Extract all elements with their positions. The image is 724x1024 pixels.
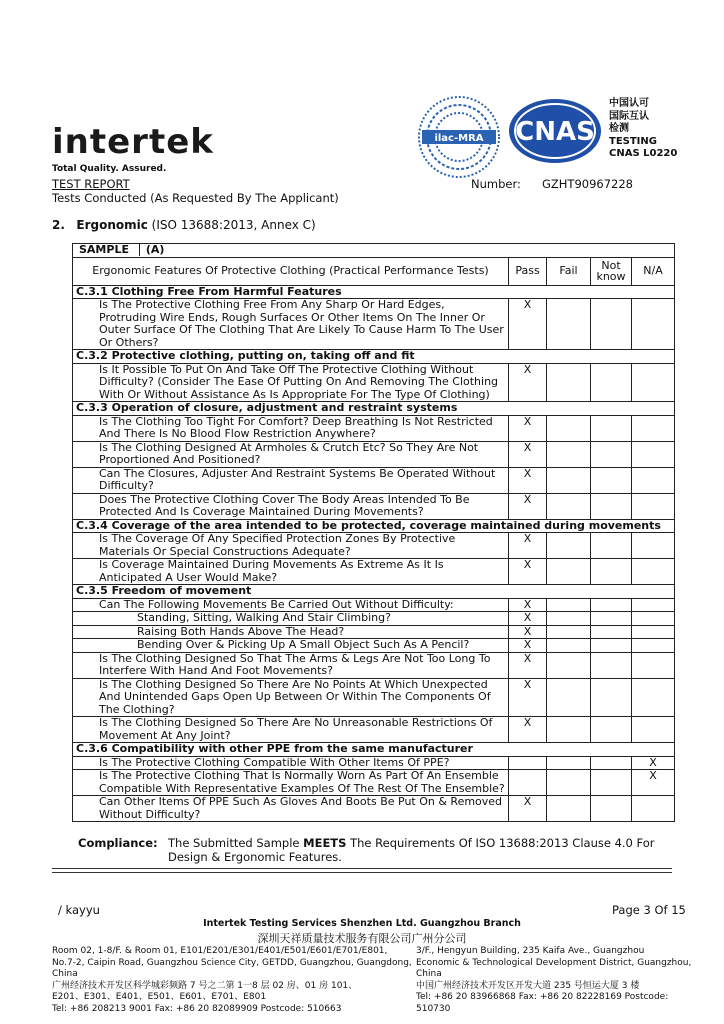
fail-cell (547, 625, 591, 639)
fail-cell (547, 756, 591, 770)
not-know-cell (591, 533, 632, 559)
pass-cell: X (509, 612, 547, 626)
tagline: Total Quality. Assured. (52, 164, 167, 174)
cnas-accreditation-text (609, 98, 677, 161)
table-row (73, 756, 675, 770)
na-cell (632, 415, 675, 441)
question-text: Is The Clothing Designed At Armholes & Crutch Etc? So They Are Not Proportioned And Positioned? (73, 441, 509, 467)
table-row (73, 612, 675, 626)
question-text: Is Coverage Maintained During Movements As Extreme As It Is Anticipated A User Would Make? (73, 559, 509, 585)
address-line: Economic & Technological Development District, Guangzhou, (416, 957, 692, 968)
table-header-row (73, 257, 675, 285)
cnas-mark: CNAS (515, 117, 595, 147)
section-heading: C.3.5 Freedom of movement (73, 585, 675, 599)
col-pass: Pass (509, 257, 547, 285)
intertek-logo: intertek (52, 122, 214, 162)
address-line: 3/F., Hengyun Building, 235 Kaifa Ave., Guangzhou (416, 946, 645, 956)
na-cell (632, 441, 675, 467)
address-line: Room 02, 1-8/F. & Room 01, E101/E201/E301/E401/E501/E601/E701/E801, (52, 946, 388, 956)
compliance-post: The Requirements Of ISO 13688:2013 Clause 4.0 For Design & Ergonomic Features. (168, 836, 655, 864)
section-heading: C.3.2 Protective clothing, putting on, taking off and fit (73, 350, 675, 364)
ilac-mra-logo (416, 94, 502, 180)
ergonomic-table (72, 243, 675, 822)
compliance-label: Compliance: (78, 836, 158, 850)
question-text: Is It Possible To Put On And Take Off The Protective Clothing Without Difficulty? (Consider The Ease Of Putting On And Removing The Clothing With Or Without Assistance As Is Appropriate For The Type Of Clothing) (73, 363, 509, 402)
question-text: Standing, Sitting, Walking And Stair Climbing? (73, 612, 509, 626)
question-text: Is The Clothing Designed So There Are No Unreasonable Restrictions Of Movement At Any Joint? (73, 717, 509, 743)
not-know-cell (591, 441, 632, 467)
not-know-cell (591, 493, 632, 519)
fail-cell (547, 598, 591, 612)
not-know-cell (591, 652, 632, 678)
question-text: Is The Protective Clothing Free From Any Sharp Or Hard Edges, Protruding Wire Ends, Rough Surfaces Or Other Items On The Inner Or Outer Surface Of The Clothing That Are Likely To Cause Harm To The User Or Others? (73, 299, 509, 350)
na-cell (632, 363, 675, 402)
table-row (73, 559, 675, 585)
na-cell (632, 717, 675, 743)
table-row (73, 415, 675, 441)
not-know-cell (591, 415, 632, 441)
address-line: 中国广州经济技术开发区开发大道 235 号恒运大厦 3 楼 (416, 980, 640, 991)
pass-cell: X (509, 415, 547, 441)
table-row (73, 467, 675, 493)
not-know-cell (591, 625, 632, 639)
pass-cell: X (509, 363, 547, 402)
not-know-cell (591, 363, 632, 402)
na-cell (632, 796, 675, 822)
table-row (73, 770, 675, 796)
col-feature: Ergonomic Features Of Protective Clothing (Practical Performance Tests) (73, 257, 509, 285)
compliance-text (168, 837, 678, 864)
cnas-logo (505, 96, 605, 166)
sample-value: (A) (139, 243, 165, 256)
col-fail: Fail (547, 257, 591, 285)
table-row (73, 441, 675, 467)
question-text: Does The Protective Clothing Cover The Body Areas Intended To Be Protected And Is Coverage Maintained During Movements? (73, 493, 509, 519)
address-line: 广州经济技术开发区科学城彩频路 7 号之二第 1一8 层 02 房、01 房 101、 (52, 980, 358, 991)
fail-cell (547, 363, 591, 402)
fail-cell (547, 639, 591, 653)
table-row (73, 493, 675, 519)
table-row (73, 299, 675, 350)
na-cell (632, 493, 675, 519)
na-cell (632, 299, 675, 350)
table-row (73, 625, 675, 639)
company-name-en: Intertek Testing Services Shenzhen Ltd. Guangzhou Branch (203, 918, 521, 929)
col-not-know: Not know (591, 257, 632, 285)
pass-cell: X (509, 299, 547, 350)
number-value: GZHT90967228 (542, 177, 633, 191)
footer-address-right (416, 946, 696, 1015)
na-cell: X (632, 770, 675, 796)
section-heading: C.3.6 Compatibility with other PPE from the same manufacturer (73, 743, 675, 757)
section-row (73, 402, 675, 416)
address-line: Tel: +86 20 83966868 Fax: +86 20 82228169 Postcode: 510730 (416, 992, 669, 1014)
pass-cell (509, 756, 547, 770)
fail-cell (547, 415, 591, 441)
section-title (52, 218, 316, 232)
section-number: 2. (52, 218, 65, 232)
number-label: Number: (471, 177, 521, 191)
pass-cell: X (509, 559, 547, 585)
not-know-cell (591, 770, 632, 796)
table-row (73, 796, 675, 822)
not-know-cell (591, 756, 632, 770)
not-know-cell (591, 612, 632, 626)
section-heading: C.3.1 Clothing Free From Harmful Features (73, 285, 675, 299)
section-standard: (ISO 13688:2013, Annex C) (151, 218, 316, 232)
cnas-line: 检测 (609, 123, 629, 134)
not-know-cell (591, 598, 632, 612)
address-line: No.7-2, Caipin Road, Guangzhou Science City, GETDD, Guangzhou, Guangdong, China (52, 957, 412, 979)
pass-cell: X (509, 639, 547, 653)
question-text: Bending Over & Picking Up A Small Object Such As A Pencil? (73, 639, 509, 653)
question-text: Is The Clothing Designed So That The Arms & Legs Are Not Too Long To Interfere With Hand And Foot Movements? (73, 652, 509, 678)
pass-cell: X (509, 678, 547, 717)
fail-cell (547, 467, 591, 493)
na-cell (632, 533, 675, 559)
fail-cell (547, 678, 591, 717)
fail-cell (547, 770, 591, 796)
address-line: E201、E301、E401、E501、E601、E701、E801 (52, 992, 267, 1002)
report-subtitle: Tests Conducted (As Requested By The Applicant) (52, 191, 339, 205)
table-row (73, 533, 675, 559)
question-text: Raising Both Hands Above The Head? (73, 625, 509, 639)
company-name-cn: 深圳天祥质量技术服务有限公司广州分公司 (257, 932, 467, 945)
fail-cell (547, 717, 591, 743)
section-heading: C.3.4 Coverage of the area intended to be protected, coverage maintained during movements (73, 519, 675, 533)
not-know-cell (591, 717, 632, 743)
cnas-line: 国际互认 (609, 110, 649, 122)
question-text: Can Other Items Of PPE Such As Gloves And Boots Be Put On & Removed Without Difficulty? (73, 796, 509, 822)
pass-cell: X (509, 652, 547, 678)
na-cell (632, 639, 675, 653)
fail-cell (547, 652, 591, 678)
table-row (73, 652, 675, 678)
table-row (73, 363, 675, 402)
sample-label: SAMPLE (79, 243, 129, 256)
not-know-cell (591, 299, 632, 350)
cnas-line: TESTING (609, 135, 657, 147)
na-cell (632, 467, 675, 493)
divider-bottom (52, 872, 672, 873)
na-cell (632, 598, 675, 612)
author: / kayyu (58, 903, 100, 917)
compliance-result: MEETS (303, 836, 347, 850)
fail-cell (547, 493, 591, 519)
cnas-line: 中国认可 (609, 98, 649, 109)
fail-cell (547, 533, 591, 559)
not-know-cell (591, 559, 632, 585)
not-know-cell (591, 678, 632, 717)
question-text: Is The Coverage Of Any Specified Protection Zones By Protective Materials Or Special Constructions Adequate? (73, 533, 509, 559)
pass-cell: X (509, 625, 547, 639)
section-row (73, 285, 675, 299)
fail-cell (547, 299, 591, 350)
na-cell (632, 612, 675, 626)
sample-row (73, 244, 675, 258)
na-cell (632, 652, 675, 678)
table-row (73, 678, 675, 717)
pass-cell (509, 770, 547, 796)
question-text: Can The Closures, Adjuster And Restraint Systems Be Operated Without Difficulty? (73, 467, 509, 493)
divider-top (52, 868, 672, 869)
question-text: Is The Protective Clothing Compatible With Other Items Of PPE? (73, 756, 509, 770)
not-know-cell (591, 796, 632, 822)
table-row (73, 717, 675, 743)
fail-cell (547, 441, 591, 467)
col-na: N/A (632, 257, 675, 285)
section-row (73, 585, 675, 599)
address-line: Tel: +86 208213 9001 Fax: +86 20 82089909 Postcode: 510663 (52, 1003, 342, 1014)
question-text: Is The Protective Clothing That Is Normally Worn As Part Of An Ensemble Compatible With Representative Examples Of The Rest Of The Ensemble? (73, 770, 509, 796)
pass-cell: X (509, 717, 547, 743)
report-title: TEST REPORT (52, 177, 130, 191)
question-text: Can The Following Movements Be Carried Out Without Difficulty: (73, 598, 509, 612)
fail-cell (547, 559, 591, 585)
page-number: Page 3 Of 15 (612, 903, 686, 917)
table-row (73, 598, 675, 612)
pass-cell: X (509, 533, 547, 559)
section-name: Ergonomic (76, 218, 148, 232)
question-text: Is The Clothing Too Tight For Comfort? Deep Breathing Is Not Restricted And There Is No Blood Flow Restriction Anywhere? (73, 415, 509, 441)
fail-cell (547, 612, 591, 626)
address-line: China (416, 969, 442, 979)
not-know-cell (591, 467, 632, 493)
not-know-cell (591, 639, 632, 653)
section-heading: C.3.3 Operation of closure, adjustment and restraint systems (73, 402, 675, 416)
cnas-line: CNAS L0220 (609, 148, 678, 159)
pass-cell: X (509, 467, 547, 493)
pass-cell: X (509, 796, 547, 822)
na-cell (632, 559, 675, 585)
table-row (73, 639, 675, 653)
pass-cell: X (509, 493, 547, 519)
footer-address-left (52, 946, 412, 1015)
section-row (73, 519, 675, 533)
na-cell: X (632, 756, 675, 770)
compliance-pre: The Submitted Sample (168, 836, 304, 850)
section-row (73, 743, 675, 757)
section-row (73, 350, 675, 364)
fail-cell (547, 796, 591, 822)
compliance-block (78, 837, 678, 864)
na-cell (632, 625, 675, 639)
ilac-label: ilac-MRA (434, 133, 484, 144)
question-text: Is The Clothing Designed So There Are No Points At Which Unexpected And Unintended Gaps Open Up Between Or Within The Components Of The Clothing? (73, 678, 509, 717)
pass-cell: X (509, 598, 547, 612)
na-cell (632, 678, 675, 717)
pass-cell: X (509, 441, 547, 467)
